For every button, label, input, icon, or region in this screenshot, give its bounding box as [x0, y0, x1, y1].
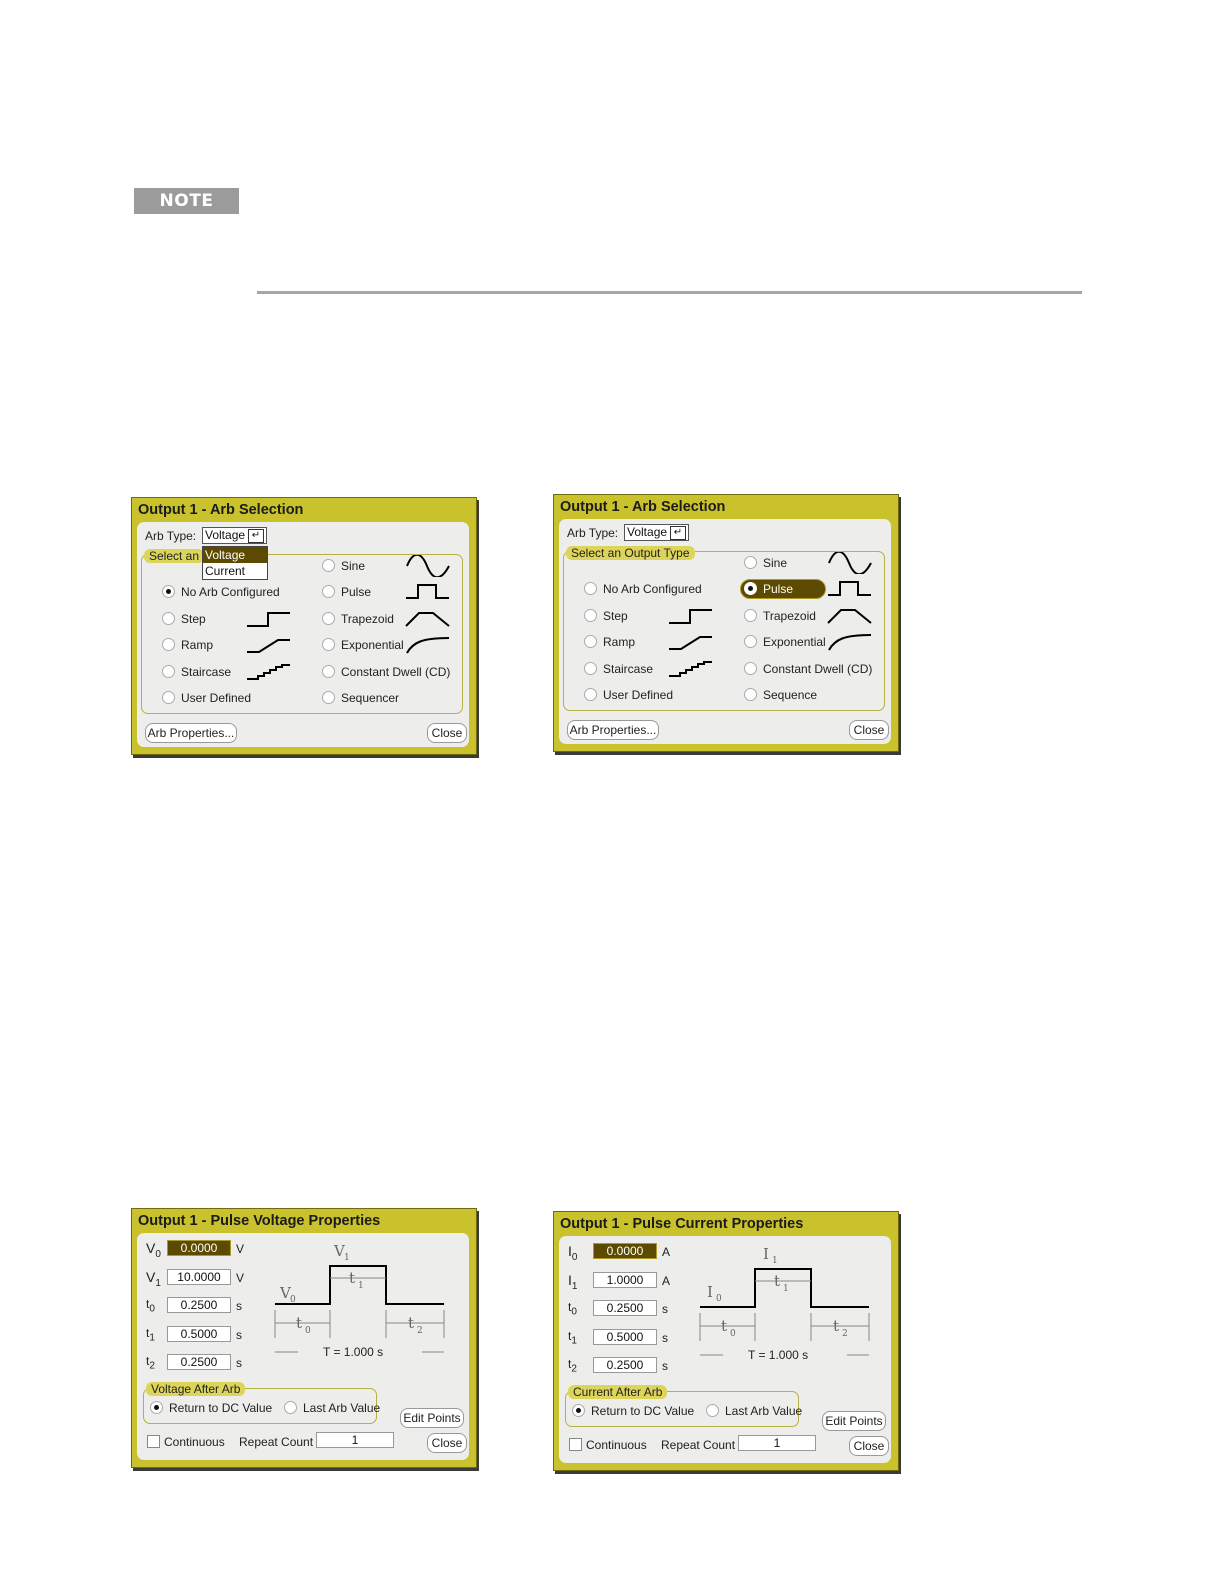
t1-subscript: 1 — [783, 1284, 789, 1294]
symbol-letter: V — [146, 1269, 156, 1285]
option-label: Pulse — [341, 585, 372, 599]
symbol-subscript: 2 — [571, 1363, 577, 1375]
trapezoid-wave-icon — [405, 610, 451, 628]
option-label: Last Arb Value — [725, 1404, 803, 1418]
option-label: No Arb Configured — [181, 585, 280, 599]
arb-type-value: Voltage — [627, 525, 668, 539]
ramp-wave-icon — [668, 634, 714, 652]
unit-label: s — [662, 1359, 668, 1373]
i0-symbol — [568, 1243, 577, 1263]
unit-label: s — [236, 1328, 242, 1342]
radio-selected — [162, 585, 175, 598]
option-label: Constant Dwell (CD) — [763, 662, 873, 676]
radio — [584, 609, 597, 622]
step-wave-icon — [246, 611, 292, 629]
option-label: Return to DC Value — [169, 1401, 273, 1415]
t0-symbol — [568, 1300, 577, 1317]
option-label: No Arb Configured — [603, 582, 702, 596]
high-level-subscript: 1 — [344, 1253, 350, 1263]
radio — [584, 635, 597, 648]
repeat-count-label: Repeat Count — [661, 1438, 736, 1452]
radio-selected — [744, 582, 757, 595]
output-type-group — [563, 546, 885, 711]
arb-type-dropdown-list — [202, 546, 268, 580]
exponential-wave-icon — [827, 633, 873, 651]
dialog-title: Output 1 - Arb Selection — [560, 499, 726, 515]
close-button[interactable]: Close — [849, 1436, 889, 1456]
symbol-letter: t — [568, 1300, 572, 1314]
t0-field[interactable]: 0.2500 — [593, 1300, 657, 1316]
arb-properties-button[interactable]: Arb Properties... — [145, 723, 237, 743]
arb-type-combo[interactable] — [202, 527, 267, 544]
t1-label: t — [774, 1272, 781, 1290]
radio — [322, 638, 335, 651]
t2-symbol — [568, 1357, 577, 1374]
staircase-wave-icon — [246, 663, 292, 681]
radio — [584, 582, 597, 595]
option-label: Trapezoid — [341, 612, 394, 626]
option-label: Constant Dwell (CD) — [341, 665, 451, 679]
t1-field[interactable]: 0.5000 — [593, 1329, 657, 1345]
radio — [162, 638, 175, 651]
group-label: Voltage After Arb — [146, 1382, 245, 1396]
symbol-subscript: 1 — [571, 1280, 578, 1292]
unit-label: A — [662, 1274, 671, 1288]
v1-symbol — [146, 1269, 161, 1289]
continuous-label: Continuous — [586, 1438, 647, 1452]
dialog-title: Output 1 - Pulse Current Properties — [560, 1216, 804, 1232]
symbol-subscript: 1 — [155, 1277, 161, 1289]
option-label: Return to DC Value — [591, 1404, 695, 1418]
arb-type-label: Arb Type: — [145, 529, 197, 543]
symbol-letter: t — [146, 1326, 150, 1340]
arb-selection-dialog-dropdown — [131, 497, 477, 755]
symbol-subscript: 1 — [571, 1335, 577, 1347]
low-level-subscript: 0 — [290, 1295, 296, 1305]
t0-label: t — [721, 1317, 728, 1335]
after-arb-group — [565, 1385, 803, 1427]
i1-field[interactable]: 1.0000 — [593, 1272, 657, 1288]
radio — [322, 585, 335, 598]
symbol-letter: V — [146, 1240, 156, 1256]
option-label: Last Arb Value — [303, 1401, 381, 1415]
option-label: Trapezoid — [763, 609, 816, 623]
radio — [322, 665, 335, 678]
radio — [322, 612, 335, 625]
group-label: Select an Output Type — [566, 546, 695, 560]
option-label: Sine — [763, 556, 788, 570]
radio — [706, 1404, 719, 1417]
high-level-subscript: 1 — [772, 1256, 778, 1266]
symbol-subscript: 0 — [155, 1248, 161, 1260]
arb-selection-dialog-pulse — [553, 494, 899, 752]
t0-symbol — [146, 1297, 155, 1314]
ramp-wave-icon — [246, 637, 292, 655]
symbol-letter: I — [568, 1272, 572, 1288]
repeat-count-label: Repeat Count — [239, 1435, 314, 1449]
radio — [744, 635, 757, 648]
i0-field[interactable]: 0.0000 — [593, 1243, 657, 1259]
option-label: Exponential — [763, 635, 826, 649]
option-label: Pulse — [763, 582, 794, 596]
pulse-voltage-dialog — [131, 1208, 477, 1468]
continuous-checkbox[interactable] — [147, 1435, 160, 1448]
t2-subscript: 2 — [842, 1329, 848, 1339]
close-button[interactable]: Close — [427, 723, 467, 743]
symbol-subscript: 0 — [149, 1303, 155, 1315]
option-label: Sine — [341, 559, 366, 573]
t0-subscript: 0 — [730, 1329, 736, 1339]
option-label: Step — [181, 612, 206, 626]
symbol-letter: t — [146, 1297, 150, 1311]
option-label: Staircase — [603, 662, 654, 676]
symbol-subscript: 2 — [149, 1360, 155, 1372]
radio — [584, 662, 597, 675]
step-wave-icon — [668, 608, 714, 626]
trapezoid-wave-icon — [827, 607, 873, 625]
repeat-count-field[interactable]: 1 — [316, 1432, 394, 1448]
group-label: Select an — [144, 549, 204, 563]
edit-points-button[interactable]: Edit Points — [822, 1411, 886, 1431]
pulse-diagram — [272, 1238, 452, 1358]
high-level-symbol: V — [334, 1242, 345, 1260]
symbol-subscript: 1 — [149, 1332, 155, 1344]
arb-type-value: Voltage — [205, 528, 246, 542]
option-label: Staircase — [181, 665, 232, 679]
unit-label: V — [236, 1242, 245, 1256]
t1-field[interactable]: 0.5000 — [167, 1326, 231, 1342]
option-label: Sequencer — [341, 691, 400, 705]
close-button[interactable]: Close — [427, 1433, 467, 1453]
t0-field[interactable]: 0.2500 — [167, 1297, 231, 1313]
option-label: Exponential — [341, 638, 404, 652]
enter-icon: ↵ — [670, 526, 686, 540]
group-label: Current After Arb — [568, 1385, 667, 1399]
v0-symbol — [146, 1240, 161, 1260]
period-label: T = 1.000 s — [748, 1348, 809, 1361]
t2-label: t — [408, 1314, 415, 1332]
t2-field[interactable]: 0.2500 — [167, 1354, 231, 1370]
high-level-symbol: I — [763, 1245, 769, 1263]
divider — [257, 291, 1082, 294]
t0-label: t — [296, 1314, 303, 1332]
sine-wave-icon — [405, 555, 451, 577]
option-label: Step — [603, 609, 628, 623]
t1-subscript: 1 — [358, 1281, 364, 1291]
period-label: T = 1.000 s — [323, 1345, 384, 1358]
unit-label: A — [662, 1245, 671, 1259]
pulse-wave-icon — [827, 580, 873, 598]
pulse-wave-icon — [405, 583, 451, 601]
option-label: Sequence — [763, 688, 818, 702]
low-level-subscript: 0 — [716, 1294, 722, 1304]
dropdown-option-voltage[interactable]: Voltage — [203, 547, 267, 563]
t2-label: t — [833, 1317, 840, 1335]
arb-type-combo[interactable] — [624, 524, 689, 541]
radio — [322, 691, 335, 704]
close-button[interactable]: Close — [849, 720, 889, 740]
radio-selected — [572, 1404, 585, 1417]
symbol-subscript: 0 — [571, 1251, 578, 1263]
unit-label: s — [662, 1302, 668, 1316]
dialog-title: Output 1 - Pulse Voltage Properties — [138, 1213, 381, 1229]
unit-label: s — [662, 1331, 668, 1345]
radio — [744, 609, 757, 622]
unit-label: s — [236, 1299, 242, 1313]
option-label: User Defined — [181, 691, 252, 705]
radio — [284, 1401, 297, 1414]
unit-label: V — [236, 1271, 245, 1285]
staircase-wave-icon — [668, 660, 714, 678]
radio — [584, 688, 597, 701]
continuous-label: Continuous — [164, 1435, 225, 1449]
low-level-symbol: I — [707, 1283, 713, 1301]
radio — [744, 688, 757, 701]
radio — [162, 612, 175, 625]
after-arb-group — [143, 1382, 381, 1424]
pulse-diagram — [697, 1241, 877, 1361]
dialog-title: Output 1 - Arb Selection — [138, 502, 304, 518]
symbol-letter: I — [568, 1243, 572, 1259]
v0-field[interactable]: 0.0000 — [167, 1240, 231, 1256]
dropdown-option-current[interactable]: Current — [205, 564, 246, 578]
option-label: Ramp — [181, 638, 214, 652]
t1-symbol — [146, 1326, 155, 1343]
i1-symbol — [568, 1272, 577, 1292]
t1-label: t — [349, 1269, 356, 1287]
option-label: Ramp — [603, 635, 636, 649]
radio — [744, 662, 757, 675]
option-label: User Defined — [603, 688, 674, 702]
symbol-letter: t — [146, 1354, 150, 1368]
radio-selected — [150, 1401, 163, 1414]
arb-properties-button[interactable]: Arb Properties... — [567, 720, 659, 740]
t0-subscript: 0 — [305, 1326, 311, 1336]
arb-type-label: Arb Type: — [567, 526, 619, 540]
symbol-subscript: 0 — [571, 1306, 577, 1318]
symbol-letter: t — [568, 1329, 572, 1343]
radio — [744, 556, 757, 569]
t2-field[interactable]: 0.2500 — [593, 1357, 657, 1373]
t2-symbol — [146, 1354, 155, 1371]
radio — [162, 665, 175, 678]
radio — [162, 691, 175, 704]
radio — [322, 559, 335, 572]
repeat-count-field[interactable]: 1 — [738, 1435, 816, 1451]
pulse-current-dialog — [553, 1211, 899, 1471]
exponential-wave-icon — [405, 636, 451, 654]
t2-subscript: 2 — [417, 1326, 423, 1336]
low-level-symbol: V — [280, 1284, 291, 1302]
output-type-group — [141, 549, 463, 714]
symbol-letter: t — [568, 1357, 572, 1371]
enter-icon: ↵ — [248, 529, 264, 543]
sine-wave-icon — [827, 552, 873, 574]
unit-label: s — [236, 1356, 242, 1370]
v1-field[interactable]: 10.0000 — [167, 1269, 231, 1285]
edit-points-button[interactable]: Edit Points — [400, 1408, 464, 1428]
note-badge: NOTE — [134, 188, 239, 214]
continuous-checkbox[interactable] — [569, 1438, 582, 1451]
t1-symbol — [568, 1329, 577, 1346]
